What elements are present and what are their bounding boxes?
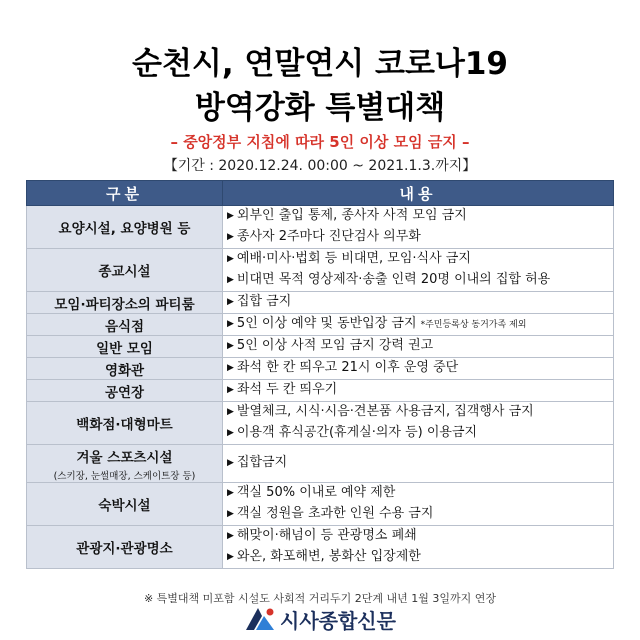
row-content bbox=[223, 249, 614, 292]
header-content: 내용 bbox=[223, 181, 614, 206]
table-row bbox=[27, 380, 614, 402]
content-text: 외부인 출입 통제, 종사자 사적 모임 금지 bbox=[236, 208, 467, 223]
bullet-arrow-icon: ▶ bbox=[227, 407, 234, 417]
content-line bbox=[227, 423, 613, 444]
bullet-arrow-icon: ▶ bbox=[227, 297, 234, 307]
row-content bbox=[223, 445, 614, 483]
footnote: ※ 특별대책 미포함 시설도 사회적 거리두기 2단계 내년 1월 3일까지 연장 bbox=[143, 592, 497, 605]
newspaper-watermark bbox=[244, 606, 396, 632]
content-text: 예배·미사·법회 등 비대면, 모임·식사 금지 bbox=[236, 251, 471, 266]
row-content bbox=[223, 402, 614, 445]
content-text: 5인 이상 예약 및 동반입장 금지 bbox=[236, 316, 417, 331]
row-content bbox=[223, 336, 614, 358]
bullet-arrow-icon: ▶ bbox=[227, 341, 234, 351]
content-note: *주민등록상 동거가족 제외 bbox=[420, 320, 527, 330]
newspaper-logo-icon bbox=[244, 606, 276, 632]
content-text: 발열체크, 시식·시음·견본품 사용금지, 집객행사 금지 bbox=[236, 404, 534, 419]
bullet-arrow-icon: ▶ bbox=[227, 275, 234, 285]
bullet-arrow-icon: ▶ bbox=[227, 232, 234, 242]
bullet-arrow-icon: ▶ bbox=[227, 509, 234, 519]
row-content bbox=[223, 380, 614, 402]
table-row bbox=[27, 483, 614, 526]
content-text: 집합금지 bbox=[236, 455, 288, 470]
content-text: 종사자 2주마다 진단검사 의무화 bbox=[236, 229, 421, 244]
bullet-arrow-icon: ▶ bbox=[227, 385, 234, 395]
measures-table bbox=[26, 180, 614, 569]
table-row bbox=[27, 445, 614, 483]
category-label: 백화점·대형마트 bbox=[76, 417, 173, 433]
content-text: 이용객 휴식공간(휴게실·의자 등) 이용금지 bbox=[236, 425, 478, 440]
category-label: 영화관 bbox=[104, 362, 145, 379]
content-line bbox=[227, 483, 613, 504]
bullet-arrow-icon: ▶ bbox=[227, 211, 234, 221]
category-label: 음식점 bbox=[104, 318, 145, 335]
row-content bbox=[223, 292, 614, 314]
bullet-arrow-icon: ▶ bbox=[227, 254, 234, 264]
row-category bbox=[27, 445, 223, 483]
period: 【기간 : 2020.12.24. 00:00 ~ 2021.1.3.까지】 bbox=[163, 158, 477, 174]
bullet-arrow-icon: ▶ bbox=[227, 531, 234, 541]
title-line-2: 방역강화 특별대책 bbox=[194, 90, 446, 126]
category-label: 일반 모임 bbox=[96, 340, 153, 357]
table-row bbox=[27, 314, 614, 336]
table-header-row bbox=[27, 181, 614, 206]
row-category bbox=[27, 336, 223, 358]
watermark-text: 시사종합신문 bbox=[280, 608, 396, 633]
content-text: 비대면 목적 영상제작·송출 인력 20명 이내의 집합 허용 bbox=[236, 272, 551, 287]
row-category bbox=[27, 292, 223, 314]
bullet-arrow-icon: ▶ bbox=[227, 319, 234, 329]
content-text: 집합 금지 bbox=[236, 294, 292, 309]
row-content bbox=[223, 526, 614, 569]
content-line bbox=[227, 504, 613, 525]
table-row bbox=[27, 402, 614, 445]
subtitle: – 중앙정부 지침에 따라 5인 이상 모임 금지 – bbox=[170, 133, 470, 151]
row-category bbox=[27, 380, 223, 402]
title-line-1: 순천시, 연말연시 코로나19 bbox=[132, 46, 508, 82]
row-content bbox=[223, 483, 614, 526]
content-line bbox=[227, 336, 613, 357]
category-label: 종교시설 bbox=[98, 264, 151, 280]
row-category bbox=[27, 206, 223, 249]
bullet-arrow-icon: ▶ bbox=[227, 458, 234, 468]
content-text: 와온, 화포해변, 봉화산 입장제한 bbox=[236, 549, 421, 564]
content-line bbox=[227, 206, 613, 227]
table-row bbox=[27, 336, 614, 358]
row-category bbox=[27, 526, 223, 569]
category-label: 공연장 bbox=[104, 384, 145, 401]
content-line bbox=[227, 292, 613, 313]
row-category bbox=[27, 249, 223, 292]
table-row bbox=[27, 358, 614, 380]
content-text: 객실 50% 이내로 예약 제한 bbox=[236, 485, 396, 500]
row-content bbox=[223, 206, 614, 249]
content-line bbox=[227, 402, 613, 423]
content-line bbox=[227, 453, 613, 474]
category-sub-label: (스키장, 눈썰매장, 스케이트장 등) bbox=[53, 470, 196, 482]
bullet-arrow-icon: ▶ bbox=[227, 488, 234, 498]
table-row bbox=[27, 292, 614, 314]
content-line bbox=[227, 314, 613, 335]
category-label: 관광지·관광명소 bbox=[76, 541, 173, 557]
content-text: 객실 정원을 초과한 인원 수용 금지 bbox=[236, 506, 434, 521]
bullet-arrow-icon: ▶ bbox=[227, 552, 234, 562]
category-label: 요양시설, 요양병원 등 bbox=[58, 221, 191, 237]
content-line bbox=[227, 270, 613, 291]
row-category bbox=[27, 483, 223, 526]
bullet-arrow-icon: ▶ bbox=[227, 428, 234, 438]
content-text: 5인 이상 사적 모임 금지 강력 권고 bbox=[236, 338, 434, 353]
header-category: 구분 bbox=[27, 181, 223, 206]
content-text: 좌석 두 칸 띄우기 bbox=[236, 382, 338, 397]
table-row bbox=[27, 249, 614, 292]
row-content bbox=[223, 314, 614, 336]
table-row bbox=[27, 206, 614, 249]
content-line bbox=[227, 380, 613, 401]
table-row bbox=[27, 526, 614, 569]
content-line bbox=[227, 547, 613, 568]
row-category bbox=[27, 314, 223, 336]
content-text: 해맞이·해넘이 등 관광명소 폐쇄 bbox=[236, 528, 417, 543]
category-label: 겨울 스포츠시설 bbox=[76, 449, 173, 466]
row-category bbox=[27, 402, 223, 445]
content-line bbox=[227, 358, 613, 379]
category-label: 모임·파티장소의 파티룸 bbox=[54, 296, 195, 313]
content-line bbox=[227, 227, 613, 248]
row-category bbox=[27, 358, 223, 380]
content-text: 좌석 한 칸 띄우고 21시 이후 운영 중단 bbox=[236, 360, 459, 375]
row-content bbox=[223, 358, 614, 380]
content-line bbox=[227, 249, 613, 270]
category-label: 숙박시설 bbox=[98, 498, 151, 514]
bullet-arrow-icon: ▶ bbox=[227, 363, 234, 373]
content-line bbox=[227, 526, 613, 547]
